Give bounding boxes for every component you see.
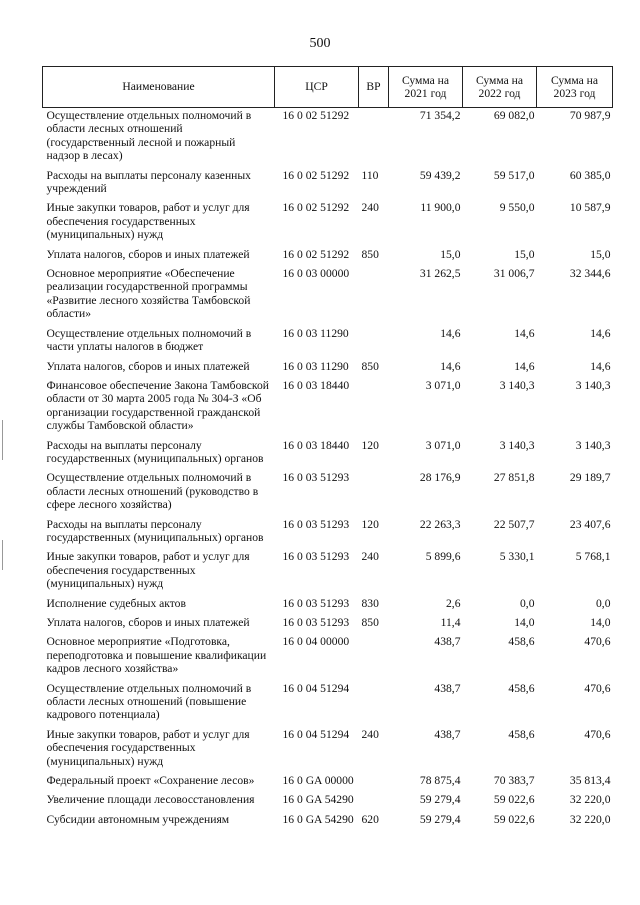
scan-margin-mark <box>2 540 3 570</box>
row-sum-2021: 14,6 <box>440 359 461 373</box>
table-row <box>43 773 613 792</box>
row-sum-2022: 27 851,8 <box>493 471 535 485</box>
table-row <box>43 812 613 831</box>
row-sum-2023: 10 587,9 <box>569 201 611 215</box>
row-csr: 16 0 02 51292 <box>282 109 350 122</box>
table-row <box>43 549 613 595</box>
row-csr: 16 0 03 00000 <box>282 267 350 281</box>
column-header-vr: ВР <box>359 67 389 108</box>
row-sum-2022: 59 022,6 <box>493 812 535 826</box>
row-vr: 240 <box>361 727 379 741</box>
row-csr: 16 0 03 51293 <box>282 596 350 610</box>
row-sum-2022: 14,0 <box>514 616 535 629</box>
row-csr: 16 0 GA 00000 <box>282 774 354 788</box>
row-name: Осуществление отдельных полномочий в области лесных отношений (повышение кадрового потенциала) <box>46 681 252 722</box>
table-row <box>43 792 613 811</box>
budget-table <box>42 66 613 831</box>
table-header-row <box>43 67 613 108</box>
row-sum-2021: 11 900,0 <box>420 201 461 215</box>
table-row <box>43 634 613 680</box>
row-name: Финансовое обеспечение Закона Тамбовской области от 30 марта 2005 года № 304-З «Об организации государственной гражданской службы Тамбовской области» <box>46 378 269 433</box>
row-csr: 16 0 04 00000 <box>282 635 350 649</box>
row-sum-2022: 0,0 <box>520 596 535 610</box>
row-name: Осуществление отдельных полномочий в области лесных отношений (руководство в сфере лесного хозяйства) <box>46 471 259 512</box>
row-csr: 16 0 02 51292 <box>282 247 350 261</box>
table-row <box>43 326 613 359</box>
row-sum-2022: 59 022,6 <box>493 793 535 807</box>
row-name: Основное мероприятие «Обеспечение реализации государственной программы «Развитие лесного хозяйства Тамбовской области» <box>46 267 251 321</box>
row-sum-2021: 78 875,4 <box>419 774 461 788</box>
table-row <box>43 200 613 246</box>
row-csr: 16 0 03 51293 <box>282 616 350 629</box>
row-csr: 16 0 03 11290 <box>282 326 349 340</box>
row-vr: 850 <box>361 247 379 261</box>
table-row <box>43 596 613 615</box>
row-csr: 16 0 02 51292 <box>282 201 350 215</box>
row-sum-2021: 15,0 <box>440 247 461 261</box>
row-sum-2021: 3 071,0 <box>425 378 461 392</box>
row-sum-2022: 3 140,3 <box>499 378 535 392</box>
row-name: Иные закупки товаров, работ и услуг для обеспечения государственных (муниципальных) нужд <box>46 201 250 242</box>
row-vr: 240 <box>361 201 379 215</box>
row-name: Уплата налогов, сборов и иных платежей <box>46 616 250 629</box>
row-sum-2022: 458,6 <box>508 681 535 695</box>
column-header-csr: ЦСР <box>275 67 359 108</box>
row-sum-2022: 458,6 <box>508 727 535 741</box>
row-sum-2021: 5 899,6 <box>425 550 461 564</box>
row-sum-2022: 22 507,7 <box>493 517 535 531</box>
row-vr: 850 <box>361 359 379 373</box>
table-row <box>43 359 613 378</box>
table-row <box>43 266 613 326</box>
row-name: Расходы на выплаты персоналу казенных учреждений <box>46 168 251 196</box>
row-vr <box>359 792 389 811</box>
row-sum-2023: 29 189,7 <box>569 471 611 485</box>
row-sum-2023: 470,6 <box>584 681 611 695</box>
table-row <box>43 517 613 550</box>
table-row <box>43 727 613 773</box>
page-number: 500 <box>309 36 331 51</box>
row-sum-2021: 438,7 <box>434 681 461 695</box>
row-sum-2023: 14,0 <box>590 616 611 629</box>
row-sum-2021: 14,6 <box>440 326 461 340</box>
row-sum-2023: 5 768,1 <box>575 550 611 564</box>
row-vr: 120 <box>361 517 379 531</box>
row-sum-2022: 14,6 <box>514 359 535 373</box>
column-header-sum-2023: Сумма на 2023 год <box>537 67 613 108</box>
row-name: Федеральный проект «Сохранение лесов» <box>46 774 255 788</box>
row-sum-2022: 14,6 <box>514 326 535 340</box>
column-header-sum-2022: Сумма на 2022 год <box>463 67 537 108</box>
table-row <box>43 470 613 516</box>
row-sum-2021: 71 354,2 <box>419 109 461 122</box>
row-name: Основное мероприятие «Подготовка, переподготовка и повышение квалификации кадров лесного хозяйства» <box>46 635 267 676</box>
row-vr: 240 <box>361 550 379 564</box>
column-header-sum-2021: Сумма на 2021 год <box>389 67 463 108</box>
row-vr: 620 <box>361 812 379 826</box>
table-row <box>43 168 613 201</box>
row-name: Расходы на выплаты персоналу государственных (муниципальных) органов <box>46 517 264 544</box>
row-sum-2021: 3 071,0 <box>425 438 461 452</box>
row-vr <box>359 470 389 516</box>
row-sum-2022: 31 006,7 <box>493 267 535 281</box>
table-row <box>43 108 613 168</box>
row-sum-2023: 14,6 <box>590 359 611 373</box>
row-sum-2023: 60 385,0 <box>569 168 611 182</box>
row-name: Осуществление отдельных полномочий в области лесных отношений (государственный лесной и пожарный надзор в лесах) <box>46 109 252 163</box>
row-vr: 830 <box>361 596 379 610</box>
row-name: Увеличение площади лесовосстановления <box>46 793 255 807</box>
row-csr: 16 0 03 51293 <box>282 517 350 531</box>
row-sum-2023: 470,6 <box>584 635 611 649</box>
table-row <box>43 378 613 438</box>
row-sum-2021: 2,6 <box>446 596 461 610</box>
row-sum-2023: 32 220,0 <box>569 793 611 807</box>
row-name: Осуществление отдельных полномочий в части уплаты налогов в бюджет <box>46 326 252 354</box>
row-vr <box>359 634 389 680</box>
row-sum-2022: 70 383,7 <box>493 774 535 788</box>
row-sum-2021: 438,7 <box>434 635 461 649</box>
row-sum-2023: 0,0 <box>596 596 611 610</box>
row-csr: 16 0 03 51293 <box>282 471 350 485</box>
row-sum-2023: 3 140,3 <box>575 438 611 452</box>
row-csr: 16 0 03 51293 <box>282 550 350 564</box>
row-sum-2022: 458,6 <box>508 635 535 649</box>
row-vr: 120 <box>361 438 379 452</box>
row-csr: 16 0 GA 54290 <box>282 812 354 826</box>
row-name: Уплата налогов, сборов и иных платежей <box>46 247 250 261</box>
row-vr <box>359 108 389 168</box>
row-sum-2023: 35 813,4 <box>569 774 611 788</box>
row-name: Иные закупки товаров, работ и услуг для обеспечения государственных (муниципальных) нужд <box>46 550 250 591</box>
row-sum-2021: 22 263,3 <box>419 517 461 531</box>
row-csr: 16 0 02 51292 <box>282 168 350 182</box>
row-sum-2021: 59 439,2 <box>419 168 461 182</box>
row-sum-2021: 11,4 <box>440 616 461 629</box>
row-sum-2023: 470,6 <box>584 727 611 741</box>
row-sum-2023: 14,6 <box>590 326 611 340</box>
row-vr <box>359 326 389 359</box>
row-sum-2021: 31 262,5 <box>419 267 461 281</box>
row-sum-2023: 23 407,6 <box>569 517 611 531</box>
table-row <box>43 438 613 471</box>
row-vr <box>359 378 389 438</box>
row-name: Исполнение судебных актов <box>46 596 186 610</box>
scan-margin-mark <box>2 420 3 460</box>
row-sum-2023: 32 344,6 <box>569 267 611 281</box>
row-sum-2023: 32 220,0 <box>569 812 611 826</box>
row-csr: 16 0 03 18440 <box>282 438 350 452</box>
row-vr: 850 <box>361 616 379 629</box>
row-sum-2021: 59 279,4 <box>419 793 461 807</box>
row-vr: 110 <box>361 168 379 182</box>
row-csr: 16 0 GA 54290 <box>282 793 354 807</box>
table-row <box>43 615 613 634</box>
row-sum-2021: 438,7 <box>434 727 461 741</box>
column-header-name: Наименование <box>43 67 275 108</box>
row-name: Субсидии автономным учреждениям <box>46 812 230 826</box>
row-sum-2022: 69 082,0 <box>493 109 535 122</box>
table-row <box>43 681 613 727</box>
row-name: Расходы на выплаты персоналу государственных (муниципальных) органов <box>46 438 264 465</box>
row-sum-2021: 59 279,4 <box>419 812 461 826</box>
row-csr: 16 0 03 18440 <box>282 378 350 392</box>
table-row <box>43 247 613 266</box>
row-sum-2022: 3 140,3 <box>499 438 535 452</box>
row-sum-2022: 9 550,0 <box>499 201 535 215</box>
row-vr <box>359 681 389 727</box>
row-sum-2021: 28 176,9 <box>419 471 461 485</box>
row-sum-2022: 59 517,0 <box>493 168 535 182</box>
row-name: Иные закупки товаров, работ и услуг для обеспечения государственных (муниципальных) нужд <box>46 727 250 768</box>
row-name: Уплата налогов, сборов и иных платежей <box>46 359 250 373</box>
row-sum-2023: 70 987,9 <box>569 109 611 122</box>
row-sum-2023: 15,0 <box>590 247 611 261</box>
row-csr: 16 0 03 11290 <box>282 359 349 373</box>
row-vr <box>359 773 389 792</box>
row-sum-2022: 5 330,1 <box>499 550 535 564</box>
row-csr: 16 0 04 51294 <box>282 727 350 741</box>
row-sum-2023: 3 140,3 <box>575 378 611 392</box>
row-vr <box>359 266 389 326</box>
row-csr: 16 0 04 51294 <box>282 681 350 695</box>
row-sum-2022: 15,0 <box>514 247 535 261</box>
